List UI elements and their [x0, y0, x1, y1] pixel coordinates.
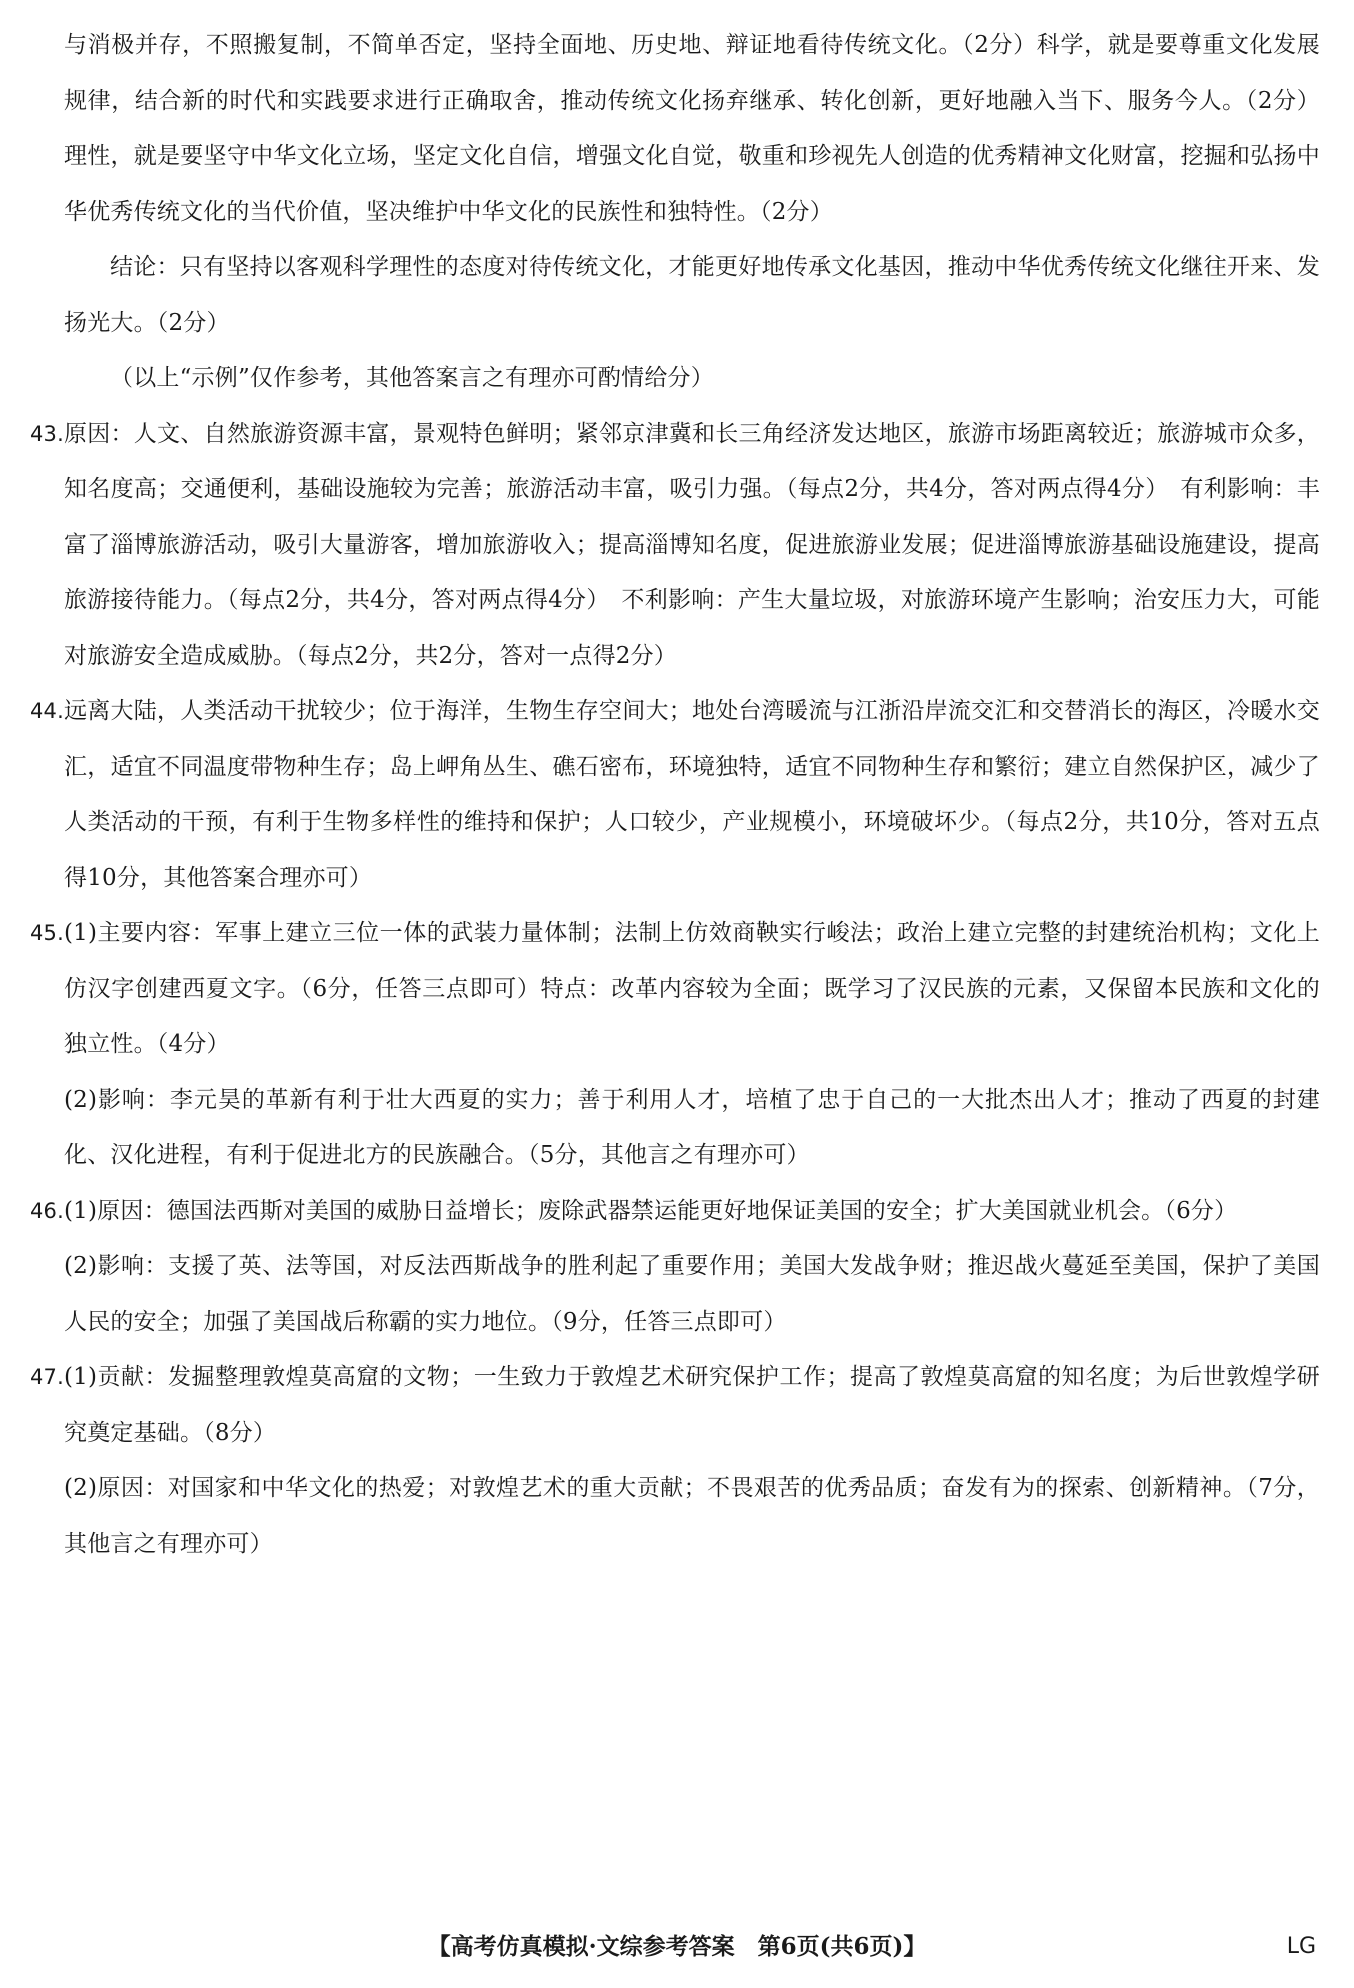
answer-content [30, 18, 1320, 1572]
answer-45 [30, 906, 1320, 1073]
answer-subparagraph: (2)原因：对国家和中华文化的热爱；对敦煌艺术的重大贡献；不畏艰苦的优秀品质；奋发有为的探索、创新精神。（7分，其他言之有理亦可） [64, 1475, 1320, 1557]
answer-44 [30, 684, 1320, 906]
question-number: 47. [30, 1365, 64, 1389]
answer-subparagraph: (2)影响：支援了英、法等国，对反法西斯战争的胜利起了重要作用；美国大发战争财；推迟战火蔓延至美国，保护了美国人民的安全；加强了美国战后称霸的实力地位。（9分，任答三点即可） [64, 1253, 1320, 1335]
page-footer-title: 【高考仿真模拟·文综参考答案 第6页(共6页)】 [427, 1933, 927, 1960]
answer-paragraph: (1)主要内容：军事上建立三位一体的武装力量体制；法制上仿效商鞅实行峻法；政治上建立完整的封建统治机构；文化上仿汉字创建西夏文字。（6分，任答三点即可）特点：改革内容较为全面；既学习了汉民族的元素，又保留本民族和文化的独立性。（4分） [64, 920, 1320, 1057]
reference-note: （以上“示例”仅作参考，其他答案言之有理亦可酌情给分） [110, 365, 714, 391]
answer-paragraph: (1)原因：德国法西斯对美国的威胁日益增长；废除武器禁运能更好地保证美国的安全；扩大美国就业机会。（6分） [64, 1197, 1238, 1224]
question-number: 44. [30, 699, 64, 723]
answer-46 [30, 1184, 1320, 1240]
answer-paragraph: 原因：人文、自然旅游资源丰富，景观特色鲜明；紧邻京津冀和长三角经济发达地区，旅游市场距离较近；旅游城市众多，知名度高；交通便利，基础设施较为完善；旅游活动丰富，吸引力强。（每点2分，共4分，答对两点得4分） 有利影响：丰富了淄博旅游活动，吸引大量游客，增加旅游收入；提高淄博知名度，促进旅游业发展；促进淄博旅游基础设施建设，提高旅游接待能力。（每点2分，共4分，答对两点得4分） 不利影响：产生大量垃圾，对旅游环境产生影响；治安压力大，可能对旅游安全造成威胁。（每点2分，共2分，答对一点得2分） [64, 420, 1320, 669]
answer-body [64, 407, 1320, 685]
intro-paragraph: 与消极并存，不照搬复制，不简单否定，坚持全面地、历史地、辩证地看待传统文化。（2分）科学，就是要尊重文化发展规律，结合新的时代和实践要求进行正确取舍，推动传统文化扬弃继承、转化创新，更好地融入当下、服务今人。（2分）理性，就是要坚守中华文化立场，坚定文化自信，增强文化自觉，敬重和珍视先人创造的优秀精神文化财富，挖掘和弘扬中华优秀传统文化的当代价值，坚决维护中华文化的民族性和独特性。（2分） [64, 32, 1320, 225]
question-number: 45. [30, 921, 64, 945]
answer-43 [30, 407, 1320, 685]
answer-body [64, 684, 1320, 906]
answer-paragraph: 远离大陆，人类活动干扰较少；位于海洋，生物生存空间大；地处台湾暖流与江浙沿岸流交汇和交替消长的海区，冷暖水交汇，适宜不同温度带物种生存；岛上岬角丛生、礁石密布，环境独特，适宜不同物种生存和繁衍；建立自然保护区，减少了人类活动的干预，有利于生物多样性的维持和保护；人口较少，产业规模小，环境破坏少。（每点2分，共10分，答对五点得10分，其他答案合理亦可） [64, 698, 1320, 891]
question-number: 43. [30, 421, 64, 446]
answer-subparagraph: (2)影响：李元昊的革新有利于壮大西夏的实力；善于利用人才，培植了忠于自己的一大批杰出人才；推动了西夏的封建化、汉化进程，有利于促进北方的民族融合。（5分，其他言之有理亦可） [64, 1086, 1320, 1168]
footer-code: LG [1286, 1934, 1316, 1959]
answer-body [64, 1350, 1320, 1461]
conclusion-paragraph: 结论：只有坚持以客观科学理性的态度对待传统文化，才能更好地传承文化基因，推动中华优秀传统文化继往开来、发扬光大。（2分） [64, 254, 1320, 336]
answer-body [64, 1184, 1320, 1240]
answer-body [64, 906, 1320, 1073]
answer-47 [30, 1350, 1320, 1461]
answer-paragraph: (1)贡献：发掘整理敦煌莫高窟的文物；一生致力于敦煌艺术研究保护工作；提高了敦煌莫高窟的知名度；为后世敦煌学研究奠定基础。（8分） [64, 1364, 1320, 1446]
question-number: 46. [30, 1198, 64, 1223]
